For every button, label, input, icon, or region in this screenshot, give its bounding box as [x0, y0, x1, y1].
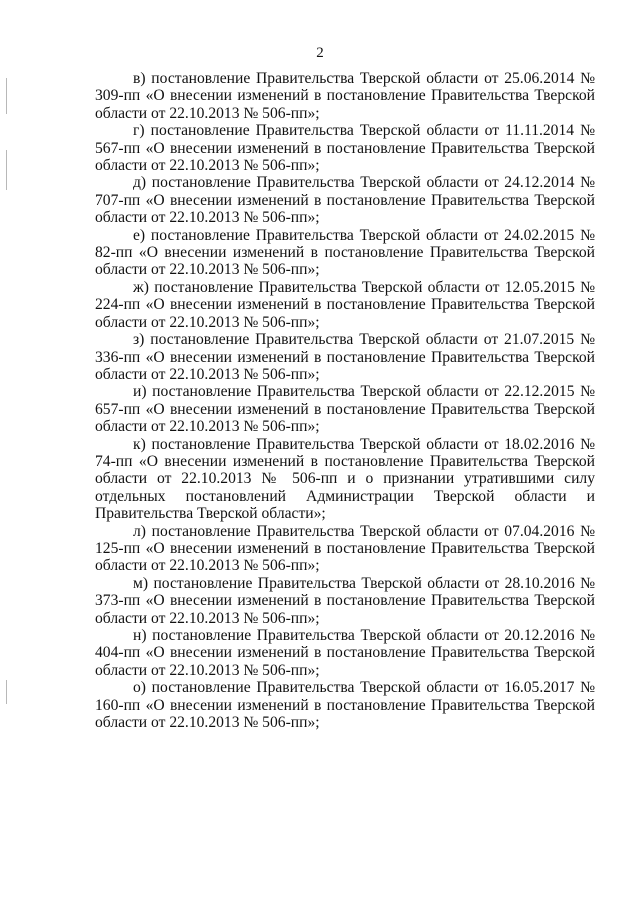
list-item: з) постановление Правительства Тверской области от 21.07.2015 № 336-пп «О внесении изменений в постановление Правительства Тверской области от 22.10.2013 № 506-пп»;: [95, 331, 595, 383]
list-item: г) постановление Правительства Тверской области от 11.11.2014 № 567-пп «О внесении изменений в постановление Правительства Тверской области от 22.10.2013 № 506-пп»;: [95, 122, 595, 175]
list-item: в) постановление Правительства Тверской области от 25.06.2014 № 309-пп «О внесении изменений в постановление Правительства Тверской области от 22.10.2013 № 506-пп»;: [95, 70, 595, 122]
list-item: е) постановление Правительства Тверской области от 24.02.2015 № 82-пп «О внесении изменений в постановление Правительства Тверской области от 22.10.2013 № 506-пп»;: [95, 226, 595, 279]
scan-margin-mark: [6, 680, 7, 704]
list-item: ж) постановление Правительства Тверской области от 12.05.2015 № 224-пп «О внесении изменений в постановление Правительства Тверской области от 22.10.2013 № 506-пп»;: [95, 278, 595, 331]
page-number: 2: [316, 45, 324, 61]
list-item: н) постановление Правительства Тверской области от 20.12.2016 № 404-пп «О внесении изменений в постановление Правительства Тверской области от 22.10.2013 № 506-пп»;: [95, 627, 595, 679]
scan-margin-mark: [6, 78, 7, 114]
list-item: д) постановление Правительства Тверской области от 24.12.2014 № 707-пп «О внесении изменений в постановление Правительства Тверской области от 22.10.2013 № 506-пп»;: [95, 174, 595, 227]
list-item: м) постановление Правительства Тверской области от 28.10.2016 № 373-пп «О внесении изменений в постановление Правительства Тверской области от 22.10.2013 № 506-пп»;: [95, 574, 595, 627]
scan-margin-mark: [6, 150, 7, 190]
document-body: [95, 70, 595, 731]
list-item: о) постановление Правительства Тверской области от 16.05.2017 № 160-пп «О внесении изменений в постановление Правительства Тверской области от 22.10.2013 № 506-пп»;: [95, 679, 595, 732]
list-item: к) постановление Правительства Тверской области от 18.02.2016 № 74-пп «О внесении изменений в постановление Правительства Тверской области от 22.10.2013 № 506-пп и о признании утратившими силу отдельных постановлений Администрации Тверской области и Правительства Тверской области»;: [95, 435, 595, 523]
list-item: и) постановление Правительства Тверской области от 22.12.2015 № 657-пп «О внесении изменений в постановление Правительства Тверской области от 22.10.2013 № 506-пп»;: [95, 383, 595, 436]
list-item: л) постановление Правительства Тверской области от 07.04.2016 № 125-пп «О внесении изменений в постановление Правительства Тверской области от 22.10.2013 № 506-пп»;: [95, 522, 595, 575]
